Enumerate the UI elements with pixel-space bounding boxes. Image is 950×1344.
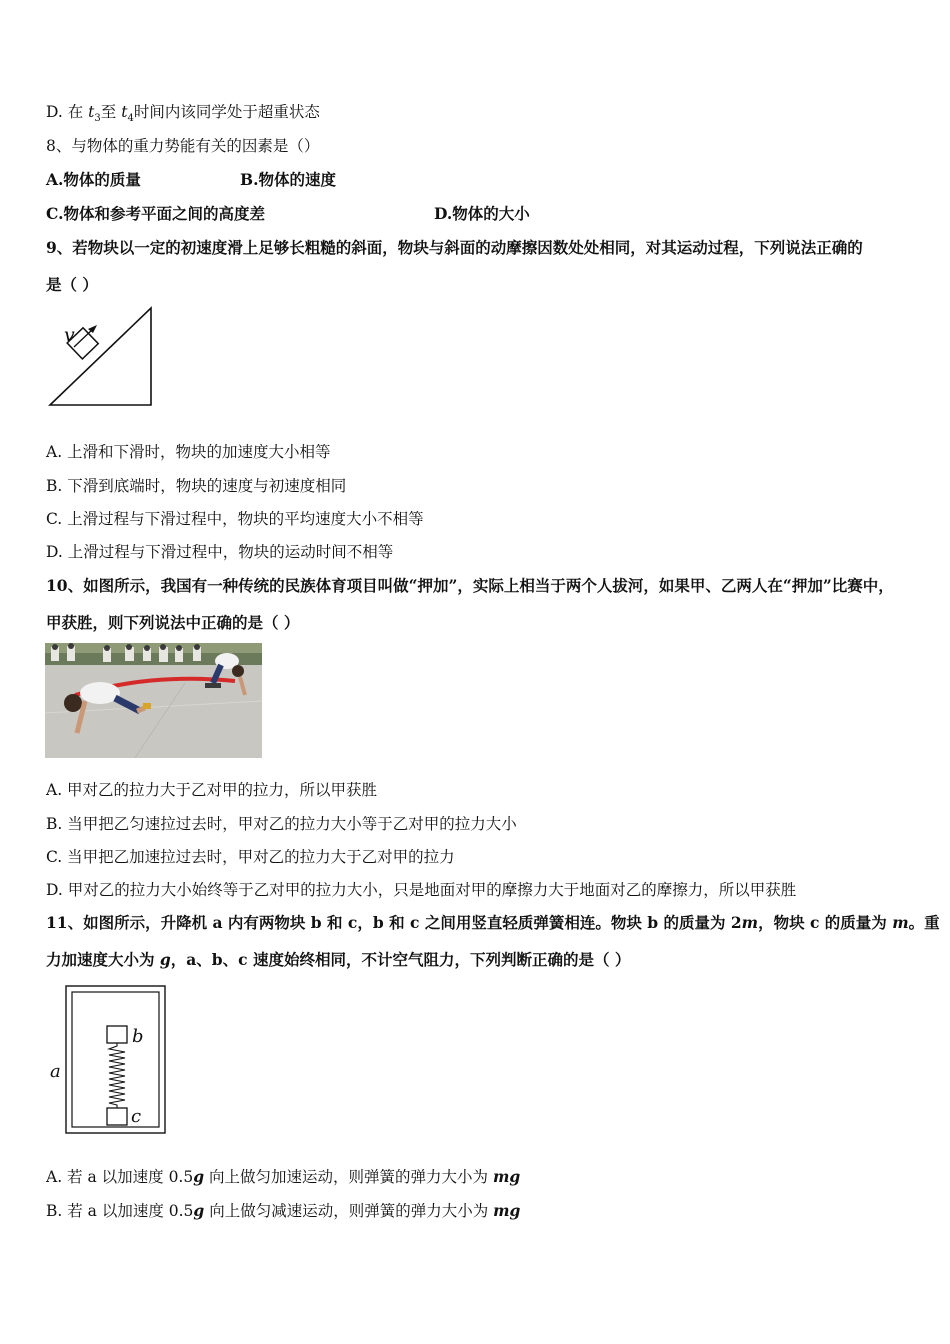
q11-stem-line1 — [46, 913, 940, 933]
q7-optd-prefix: D. 在 — [46, 103, 89, 121]
q11-option-a — [46, 1167, 520, 1187]
block-c — [107, 1108, 127, 1125]
q8-stem: 8、与物体的重力势能有关的因素是（） — [46, 137, 320, 155]
t3-subscript: 3 — [94, 113, 101, 125]
q11-stem1-part-b: ，物块 c 的质量为 — [758, 913, 893, 932]
gravity-g-symbol: g — [193, 1201, 205, 1220]
q11-option-b — [46, 1201, 520, 1221]
q9-stem-line2: 是（ ） — [46, 275, 98, 294]
q11-optb-part-a: B. 若 a 以加速度 0.5 — [46, 1202, 194, 1220]
t4-subscript: 4 — [127, 113, 134, 125]
q9-option-b: B. 下滑到底端时，物块的速度与初速度相同 — [46, 477, 347, 495]
mg-symbol: mg — [493, 1201, 521, 1220]
q9-option-a: A. 上滑和下滑时，物块的加速度大小相等 — [46, 443, 331, 461]
q7-optd-suffix: 时间内该同学处于超重状态 — [133, 103, 320, 121]
q8-option-c: C.物体和参考平面之间的高度差 — [46, 204, 265, 223]
q9-stem-line1: 9、若物块以一定的初速度滑上足够长粗糙的斜面，物块与斜面的动摩擦因数处处相同，对其运动过程，下列说法正确的 — [46, 238, 863, 257]
incline-triangle — [50, 308, 151, 405]
label-b: b — [132, 1026, 144, 1047]
q11-opta-part-b: 向上做匀加速运动，则弹簧的弹力大小为 — [204, 1168, 493, 1186]
mass-m-symbol: m — [892, 913, 909, 932]
q7-optd-mid: 至 — [100, 103, 122, 121]
yajia-photo — [45, 643, 262, 758]
velocity-label: v — [64, 324, 75, 346]
q8-option-a: A.物体的质量 — [46, 170, 141, 189]
mg-symbol: mg — [492, 1167, 521, 1186]
q10-option-a: A. 甲对乙的拉力大于乙对甲的拉力，所以甲获胜 — [46, 781, 378, 799]
q10-option-d: D. 甲对乙的拉力大小始终等于乙对甲的拉力大小，只是地面对甲的摩擦力大于地面对乙的摩擦力，所以甲获胜 — [46, 881, 797, 899]
q11-stem1-part-c: 。重 — [908, 913, 940, 932]
t4-symbol: t — [121, 103, 128, 121]
block-b — [107, 1026, 127, 1043]
gravity-g-symbol: g — [159, 950, 171, 969]
q11-optb-part-b: 向上做匀减速运动，则弹簧的弹力大小为 — [204, 1202, 494, 1220]
q11-opta-part-a: A. 若 a 以加速度 0.5 — [46, 1168, 194, 1186]
q10-stem-line1: 10、如图所示，我国有一种传统的民族体育项目叫做“押加”，实际上相当于两个人拔河，如果甲、乙两人在“押加”比赛中， — [46, 576, 894, 595]
label-a: a — [50, 1061, 61, 1082]
q10-stem-line2: 甲获胜，则下列说法中正确的是（ ） — [46, 613, 300, 632]
gravity-g-symbol: g — [193, 1167, 205, 1186]
spring — [109, 1043, 125, 1108]
q11-stem1-part-a: 11、如图所示，升降机 a 内有两物块 b 和 c，b 和 c 之间用竖直轻质弹簧相连。物块 b 的质量为 2 — [46, 913, 742, 932]
q8-option-d: D.物体的大小 — [434, 204, 530, 223]
q11-stem2-part-a: 力加速度大小为 — [46, 950, 160, 969]
q8-option-b: B.物体的速度 — [240, 170, 336, 189]
q11-stem2-part-b: ，a、b、c 速度始终相同，不计空气阻力，下列判断正确的是（ ） — [170, 950, 631, 969]
label-c: c — [131, 1106, 142, 1127]
mass-m-symbol: m — [741, 913, 759, 932]
q10-option-b: B. 当甲把乙匀速拉过去时，甲对乙的拉力大小等于乙对甲的拉力大小 — [46, 815, 517, 833]
q9-option-d: D. 上滑过程与下滑过程中，物块的运动时间不相等 — [46, 543, 394, 561]
q10-option-c: C. 当甲把乙加速拉过去时，甲对乙的拉力大于乙对甲的拉力 — [46, 848, 455, 866]
elevator-diagram — [44, 982, 174, 1138]
q11-stem-line2 — [46, 950, 630, 970]
incline-diagram — [44, 302, 156, 410]
t3-symbol: t — [88, 103, 95, 121]
q7-option-d — [46, 102, 320, 129]
q9-option-c: C. 上滑过程与下滑过程中，物块的平均速度大小不相等 — [46, 510, 424, 528]
